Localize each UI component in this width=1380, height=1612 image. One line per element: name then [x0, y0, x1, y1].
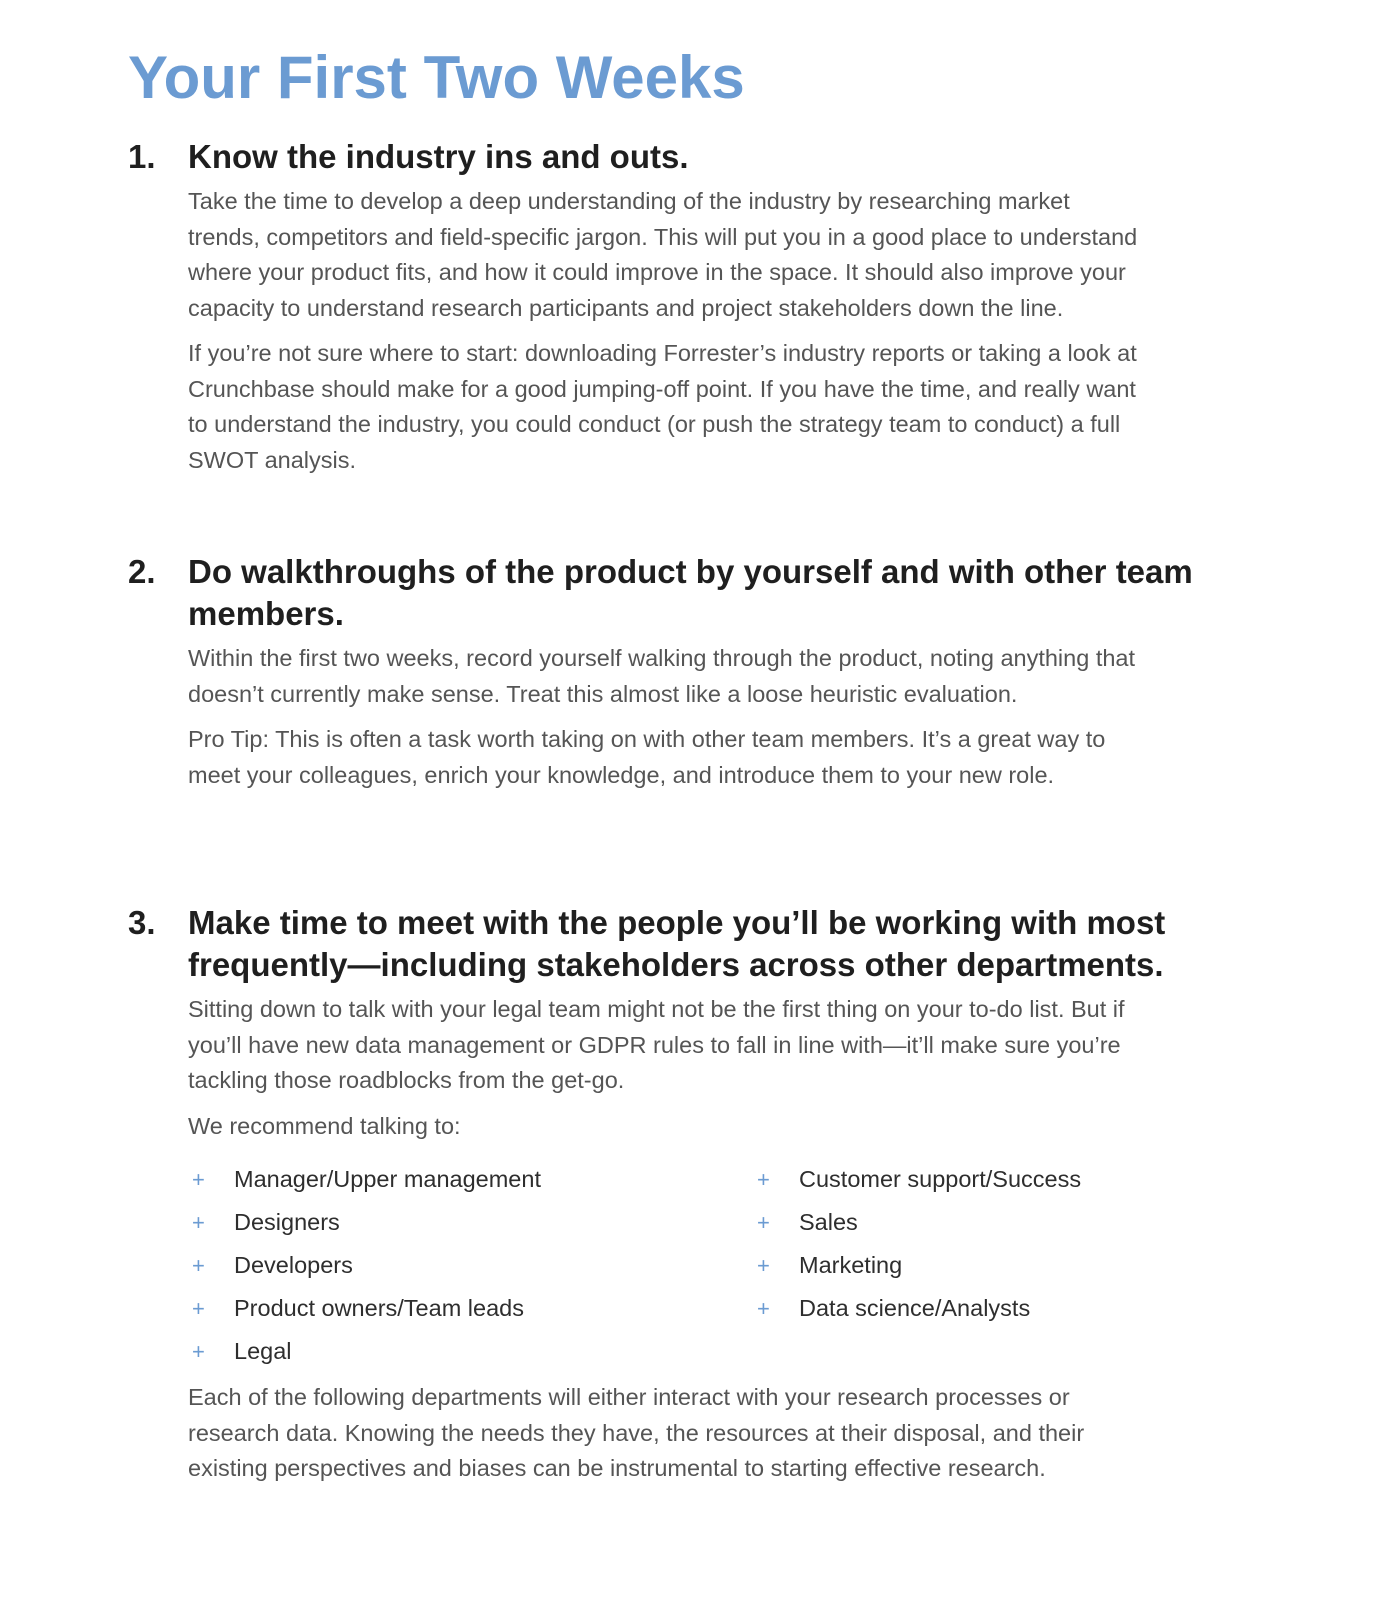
section-heading-text: Do walkthroughs of the product by yourself and with other team members.	[188, 553, 1193, 632]
section-number: 2.	[128, 553, 156, 590]
section-heading-text: Know the industry ins and outs.	[188, 138, 689, 175]
list-item	[188, 1287, 541, 1330]
list-item-label: Manager/Upper management	[234, 1166, 541, 1192]
list-item-label: Marketing	[799, 1252, 903, 1278]
body-paragraph: If you’re not sure where to start: downloading Forrester’s industry reports or taking a look at Crunchbase should make for a good jumping-off point. If you have the time, and really want to understand the industry, you could conduct (or push the strategy team to conduct) a full SWOT analysis.	[188, 340, 1137, 473]
list-item-label: Customer support/Success	[799, 1166, 1082, 1192]
body-paragraph: We recommend talking to:	[188, 1112, 461, 1139]
section-number: 1.	[128, 138, 156, 175]
list-item	[753, 1287, 1081, 1330]
list-item	[753, 1201, 1081, 1244]
plus-icon: +	[757, 1296, 770, 1321]
list-item-label: Data science/Analysts	[799, 1295, 1031, 1321]
body-paragraph: Within the first two weeks, record yourself walking through the product, noting anything that doesn’t currently make sense. Treat this almost like a loose heuristic evaluation.	[188, 645, 1136, 707]
section-number: 3.	[128, 904, 156, 941]
list-item	[753, 1244, 1081, 1287]
list-item	[753, 1158, 1081, 1201]
section-heading-text: Make time to meet with the people you’ll be working with most frequently—including stakeholders across other departments.	[188, 904, 1166, 983]
section-heading	[128, 551, 1248, 635]
list-item	[188, 1330, 541, 1373]
section-heading	[128, 902, 1248, 986]
section-heading	[128, 136, 1248, 178]
section-1	[128, 136, 1248, 478]
plus-icon: +	[757, 1167, 770, 1192]
body-paragraph: Pro Tip: This is often a task worth taking on with other team members. It’s a great way to meet your colleagues, enrich your knowledge, and introduce them to your new role.	[188, 726, 1106, 788]
plus-icon: +	[192, 1253, 205, 1278]
list-item	[188, 1244, 541, 1287]
contacts-column-left	[188, 1158, 541, 1373]
section-2	[128, 551, 1248, 793]
list-item-label: Legal	[234, 1338, 292, 1364]
list-item	[188, 1158, 541, 1201]
list-item-label: Developers	[234, 1252, 353, 1278]
list-item-label: Designers	[234, 1209, 340, 1235]
contacts-column-right	[753, 1158, 1081, 1330]
plus-icon: +	[757, 1210, 770, 1235]
closing-paragraph: Each of the following departments will either interact with your research processes or research data. Knowing the needs they have, the resources at their disposal, and their existing perspectives and biases can be instrumental to starting effective research.	[188, 1384, 1085, 1481]
plus-icon: +	[192, 1339, 205, 1364]
plus-icon: +	[192, 1210, 205, 1235]
plus-icon: +	[192, 1167, 205, 1192]
body-paragraph: Take the time to develop a deep understanding of the industry by researching market trends, competitors and field-specific jargon. This will put you in a good place to understand where your product fits, and how it could improve in the space. It should also improve your capacity to understand research participants and project stakeholders down the line.	[188, 188, 1138, 321]
plus-icon: +	[757, 1253, 770, 1278]
plus-icon: +	[192, 1296, 205, 1321]
list-item-label: Product owners/Team leads	[234, 1295, 524, 1321]
page-title: Your First Two Weeks	[128, 44, 745, 111]
list-item-label: Sales	[799, 1209, 858, 1235]
section-3	[128, 902, 1248, 1487]
list-item	[188, 1201, 541, 1244]
body-paragraph: Sitting down to talk with your legal team might not be the first thing on your to-do list. But if you’ll have new data management or GDPR rules to fall in line with—it’ll make sure you’re tackling those roadblocks from the get-go.	[188, 996, 1125, 1093]
recommended-contacts-list	[188, 1158, 1188, 1368]
